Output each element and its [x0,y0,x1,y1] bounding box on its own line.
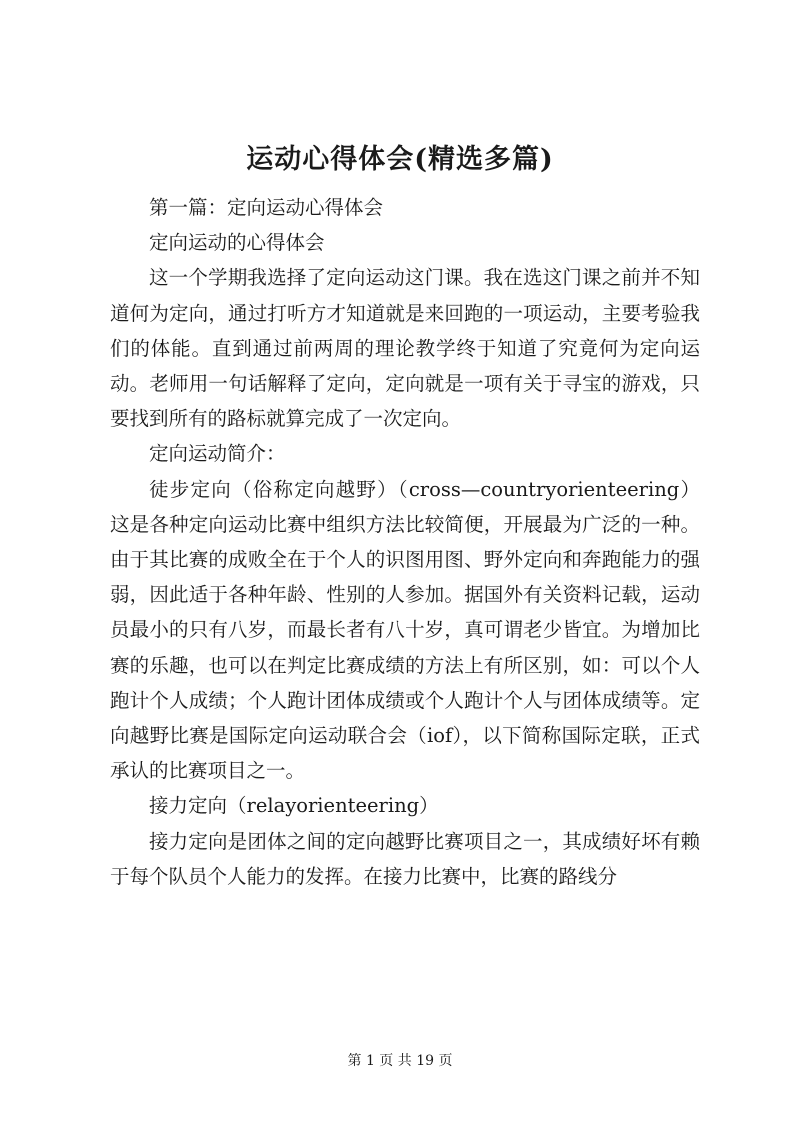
page-footer: 第 1 页 共 19 页 [347,1053,453,1069]
paragraph-foot-orienteering: 徒步定向（俗称定向越野）（cross—countryorienteering）这是各种定向运动比赛中组织方法比较简便，开展最为广泛的一种。由于其比赛的成败全在于个人的识图用图、野外定向和奔跑能力的强弱，因此适于各种年龄、性别的人参加。据国外有关资料记载，运动员最小的只有八岁，而最长者有八十岁，真可谓老少皆宜。为增加比赛的乐趣，也可以在判定比赛成绩的方法上有所区别，如：可以个人跑计个人成绩；个人跑计团体成绩或个人跑计个人与团体成绩等。定向越野比赛是国际定向运动联合会（iof），以下简称国际定联，正式承认的比赛项目之一。 [110,477,700,783]
paragraph-subtitle: 定向运动的心得体会 [149,231,325,255]
paragraph-relay-heading: 接力定向（relayorienteering） [149,794,439,818]
document-title: 运动心得体会(精选多篇) [246,144,554,175]
document-body [110,190,700,894]
paragraph-intro: 这一个学期我选择了定向运动这门课。我在选这门课之前并不知道何为定向，通过打听方才知道就是来回跑的一项运动，主要考验我们的体能。直到通过前两周的理论教学终于知道了究竟何为定向运动。老师用一句话解释了定向，定向就是一项有关于寻宝的游戏，只要找到所有的路标就算完成了一次定向。 [110,266,700,431]
paragraph-relay: 接力定向是团体之间的定向越野比赛项目之一，其成绩好坏有赖于每个队员个人能力的发挥。在接力比赛中，比赛的路线分 [110,829,700,888]
paragraph-section-heading: 第一篇：定向运动心得体会 [149,196,384,219]
paragraph-overview-heading: 定向运动简介： [149,442,286,466]
